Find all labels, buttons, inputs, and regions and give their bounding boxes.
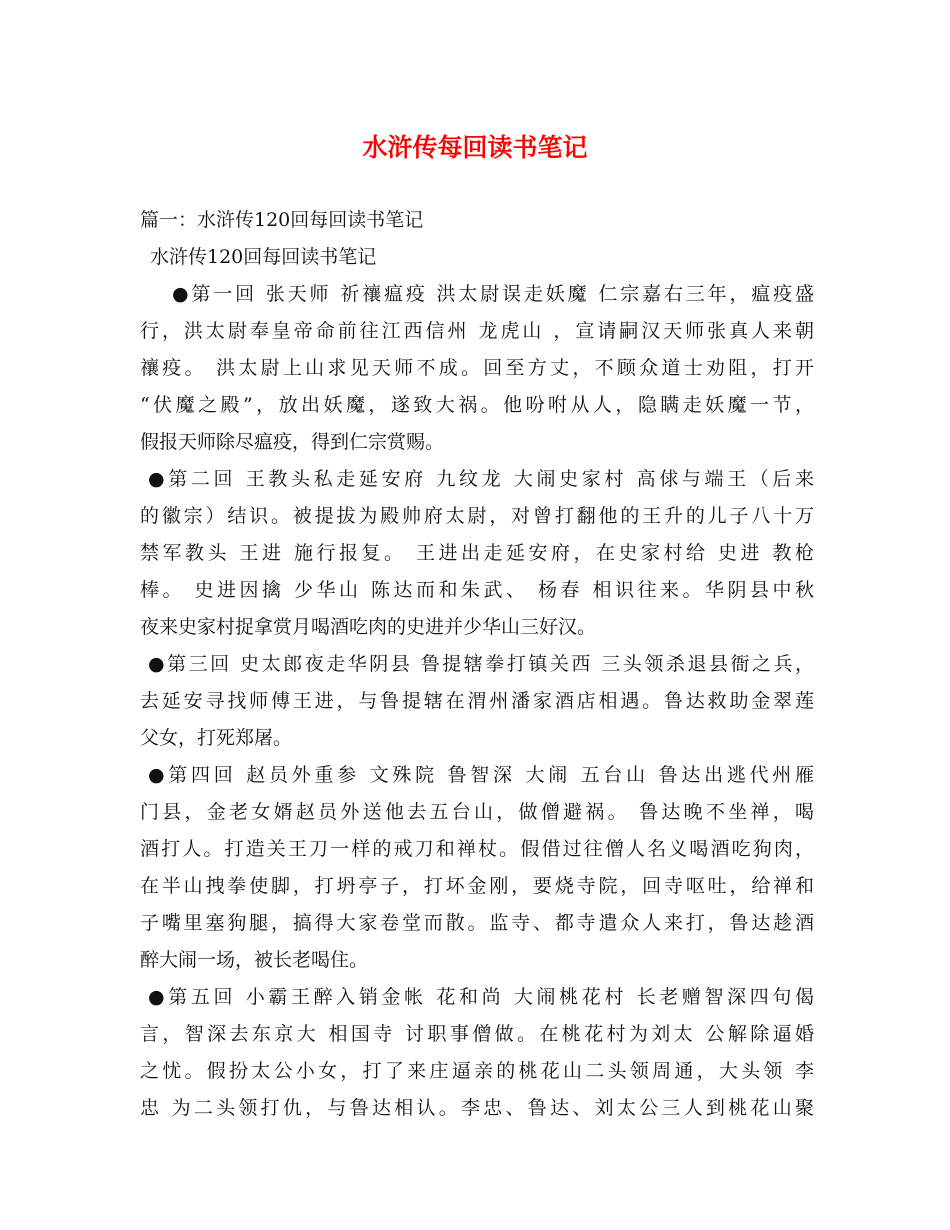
chapter-3-line: 去延安寻找师傅王进，与鲁提辖在渭州潘家酒店相遇。鲁达救助金翠莲 [140, 690, 814, 712]
chapter-3-line: ●第三回 史太郎夜走华阴县 鲁提辖拳打镇关西 三头领杀退县衙之兵， [148, 653, 814, 675]
chapter-1-line: “伏魔之殿”，放出妖魔，遂致大祸。他吩咐从人，隐瞒走妖魔一节， [140, 394, 814, 416]
article-subheading: 水浒传120回每回读书笔记 [150, 246, 377, 268]
chapter-4-line: 子嘴里塞狗腿，搞得大家卷堂而散。监寺、都寺遣众人来打，鲁达趁酒 [140, 912, 814, 934]
chapter-5-line: ●第五回 小霸王醉入销金帐 花和尚 大闹桃花村 长老赠智深四句偈 [148, 986, 814, 1008]
document-title: 水浒传每回读书笔记 [362, 133, 588, 162]
chapter-4-line: 酒打人。打造关王刀一样的戒刀和禅杖。假借过往僧人名义喝酒吃狗肉， [140, 838, 814, 860]
document-body [140, 202, 814, 1127]
chapter-3-line: 父女，打死郑屠。 [140, 727, 293, 749]
chapter-1-line: 假报天师除尽瘟疫，得到仁宗赏赐。 [140, 431, 445, 453]
chapter-4-line: 门县，金老女婿赵员外送他去五台山，做僧避祸。 鲁达晚不坐禅，喝 [140, 801, 814, 823]
chapter-5-line: 言，智深去东京大 相国寺 讨职事僧做。在桃花村为刘太 公解除逼婚 [140, 1023, 814, 1045]
chapter-1-line: 禳疫。 洪太尉上山求见天师不成。回至方丈，不顾众道士劝阻，打开 [140, 357, 814, 379]
article-heading: 篇一：水浒传120回每回读书笔记 [140, 209, 424, 231]
chapter-5-line: 之忧。假扮太公小女，打了来庄逼亲的桃花山二头领周通，大头领 李 [140, 1060, 814, 1082]
chapter-4-line: ●第四回 赵员外重参 文殊院 鲁智深 大闹 五台山 鲁达出逃代州雁 [148, 764, 814, 786]
chapter-2-line: 夜来史家村捉拿赏月喝酒吃肉的史进并少华山三好汉。 [140, 616, 597, 638]
chapter-2-line: 的徽宗）结识。被提拔为殿帅府太尉，对曾打翻他的王升的儿子八十万 [140, 505, 814, 527]
chapter-4-line: 醉大闹一场，被长老喝住。 [140, 949, 369, 971]
chapter-1-line: 行，洪太尉奉皇帝命前往江西信州 龙虎山 ，宣请嗣汉天师张真人来朝 [140, 320, 814, 342]
chapter-2-line: ●第二回 王教头私走延安府 九纹龙 大闹史家村 高俅与端王（后来 [148, 468, 814, 490]
chapter-2-line: 禁军教头 王进 施行报复。 王进出走延安府，在史家村给 史进 教枪 [140, 542, 814, 564]
chapter-4-line: 在半山拽拳使脚，打坍亭子，打坏金刚，要烧寺院，回寺呕吐，给禅和 [140, 875, 814, 897]
chapter-1-line: ●第一回 张天师 祈禳瘟疫 洪太尉误走妖魔 仁宗嘉右三年，瘟疫盛 [172, 283, 814, 305]
chapter-2-line: 棒。 史进因擒 少华山 陈达而和朱武、 杨春 相识往来。华阴县中秋 [140, 579, 814, 601]
chapter-5-line: 忠 为二头领打仇，与鲁达相认。李忠、鲁达、刘太公三人到桃花山聚 [140, 1097, 814, 1119]
